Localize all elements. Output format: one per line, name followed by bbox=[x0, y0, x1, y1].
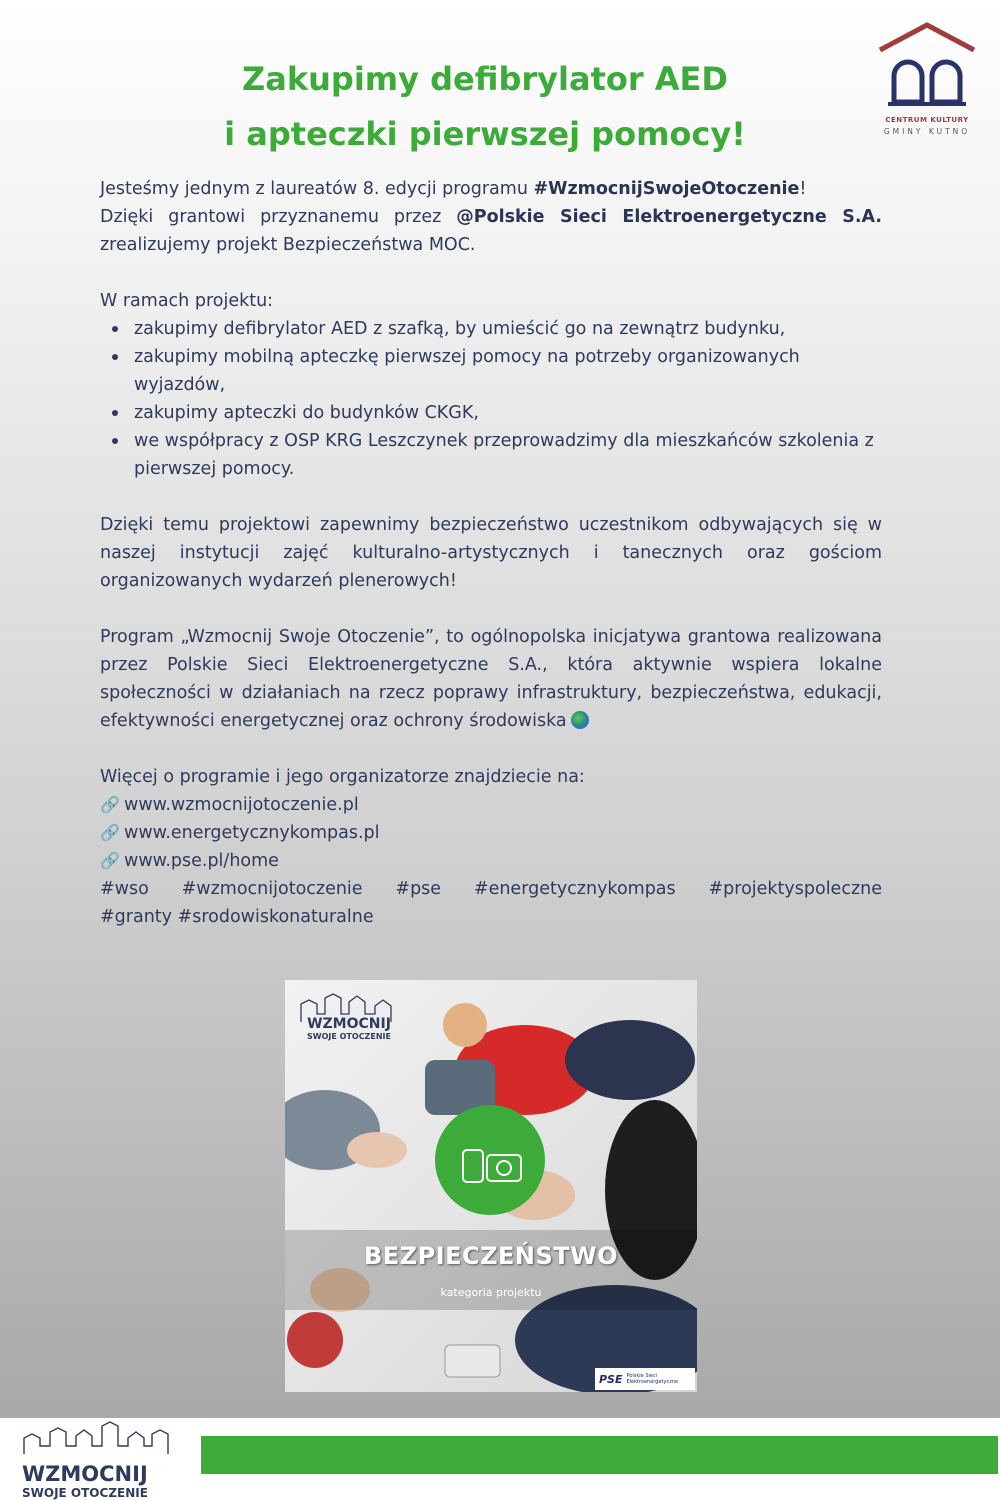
intro-line-1: Jesteśmy jednym z laureatów 8. edycji programu #WzmocnijSwojeOtoczenie! bbox=[100, 179, 807, 199]
link-energetycznykompas[interactable]: www.energetycznykompas.pl bbox=[124, 823, 380, 843]
footer-green-bar bbox=[201, 1436, 998, 1474]
footer-wzmocnij-logo bbox=[22, 1420, 172, 1500]
centrum-kultury-logo bbox=[876, 20, 978, 140]
logo-name: CENTRUM KULTURY bbox=[885, 116, 969, 124]
hashtag-wso[interactable]: #WzmocnijSwojeOtoczenie bbox=[533, 179, 800, 199]
link-icon: 🔗 bbox=[100, 851, 120, 870]
poster-category: BEZPIECZEŃSTWO bbox=[363, 1242, 619, 1270]
title-line-1: Zakupimy defibrylator AED bbox=[242, 60, 728, 98]
paragraph-benefits: Dzięki temu projektowi zapewnimy bezpieczeństwo uczestnikom odbywających się w naszej instytucji zajęć kulturalno-artystycznych i tanecznych oraz gościom organizowanych wydarzeń plenerowych! bbox=[100, 515, 882, 591]
link-pse[interactable]: www.pse.pl/home bbox=[124, 851, 279, 871]
pse-line-2: Elektroenergetyczne bbox=[626, 1379, 679, 1385]
link-row bbox=[100, 791, 882, 819]
link-icon: 🔗 bbox=[100, 823, 120, 842]
hashtags-line-1[interactable]: #wso #wzmocnijotoczenie #pse #energetycznykompas #projektyspoleczne bbox=[100, 879, 882, 899]
skyline-icon bbox=[22, 1420, 172, 1456]
project-heading: W ramach projektu: bbox=[100, 291, 274, 311]
list-item: we współpracy z OSP KRG Leszczynek przeprowadzimy dla mieszkańców szkolenia z pierwszej pomocy. bbox=[134, 427, 882, 483]
list-item: zakupimy defibrylator AED z szafką, by umieścić go na zewnątrz budynku, bbox=[134, 315, 882, 343]
link-row bbox=[100, 819, 882, 847]
project-list bbox=[100, 315, 882, 483]
more-heading: Więcej o programie i jego organizatorze znajdziecie na: bbox=[100, 767, 585, 787]
intro-line-2: Dzięki grantowi przyznanemu przez @Polskie Sieci Elektroenergetyczne S.A. bbox=[100, 207, 882, 227]
footer-brand-bottom: SWOJE OTOCZENIE bbox=[22, 1486, 148, 1500]
paragraph-program: Program „Wzmocnij Swoje Otoczenie”, to ogólnopolska inicjatywa grantowa realizowana przez Polskie Sieci Elektroenergetyczne S.A., która aktywnie wspiera lokalne społeczności w działaniach na rzecz poprawy infrastruktury, bezpieczeństwa, edukacji, efektywności energetycznej oraz ochrony środowiska bbox=[100, 627, 882, 731]
footer-brand-top: WZMOCNIJ bbox=[22, 1462, 148, 1486]
post-content bbox=[100, 175, 882, 931]
list-item: zakupimy apteczki do budynków CKGK, bbox=[134, 399, 882, 427]
link-row bbox=[100, 847, 882, 875]
link-wzmocnijotoczenie[interactable]: www.wzmocnijotoczenie.pl bbox=[124, 795, 359, 815]
poster-brand bbox=[299, 1016, 399, 1042]
list-item: zakupimy mobilną apteczkę pierwszej pomocy na potrzeby organizowanych wyjazdów, bbox=[134, 343, 882, 399]
intro-line-3: zrealizujemy projekt Bezpieczeństwa MOC. bbox=[100, 235, 476, 255]
logo-subname: GMINY KUTNO bbox=[883, 127, 971, 136]
pse-line-1: Polskie Sieci bbox=[626, 1373, 658, 1379]
poster-category-caption: kategoria projektu bbox=[440, 1286, 542, 1299]
project-poster-image bbox=[285, 980, 697, 1392]
poster-brand-top: WZMOCNIJ bbox=[307, 1016, 391, 1032]
page-title bbox=[0, 52, 970, 162]
pse-logo bbox=[595, 1368, 695, 1390]
hashtags-line-2[interactable]: #granty #srodowiskonaturalne bbox=[100, 907, 374, 927]
globe-icon bbox=[571, 711, 589, 729]
mention-pse[interactable]: @Polskie Sieci Elektroenergetyczne S.A. bbox=[456, 207, 882, 227]
poster-brand-bottom: SWOJE OTOCZENIE bbox=[307, 1032, 391, 1041]
house-logo-icon bbox=[876, 20, 978, 112]
title-line-2: i apteczki pierwszej pomocy! bbox=[224, 115, 746, 153]
link-icon: 🔗 bbox=[100, 795, 120, 814]
pse-mark-icon: PSE bbox=[599, 1372, 623, 1386]
